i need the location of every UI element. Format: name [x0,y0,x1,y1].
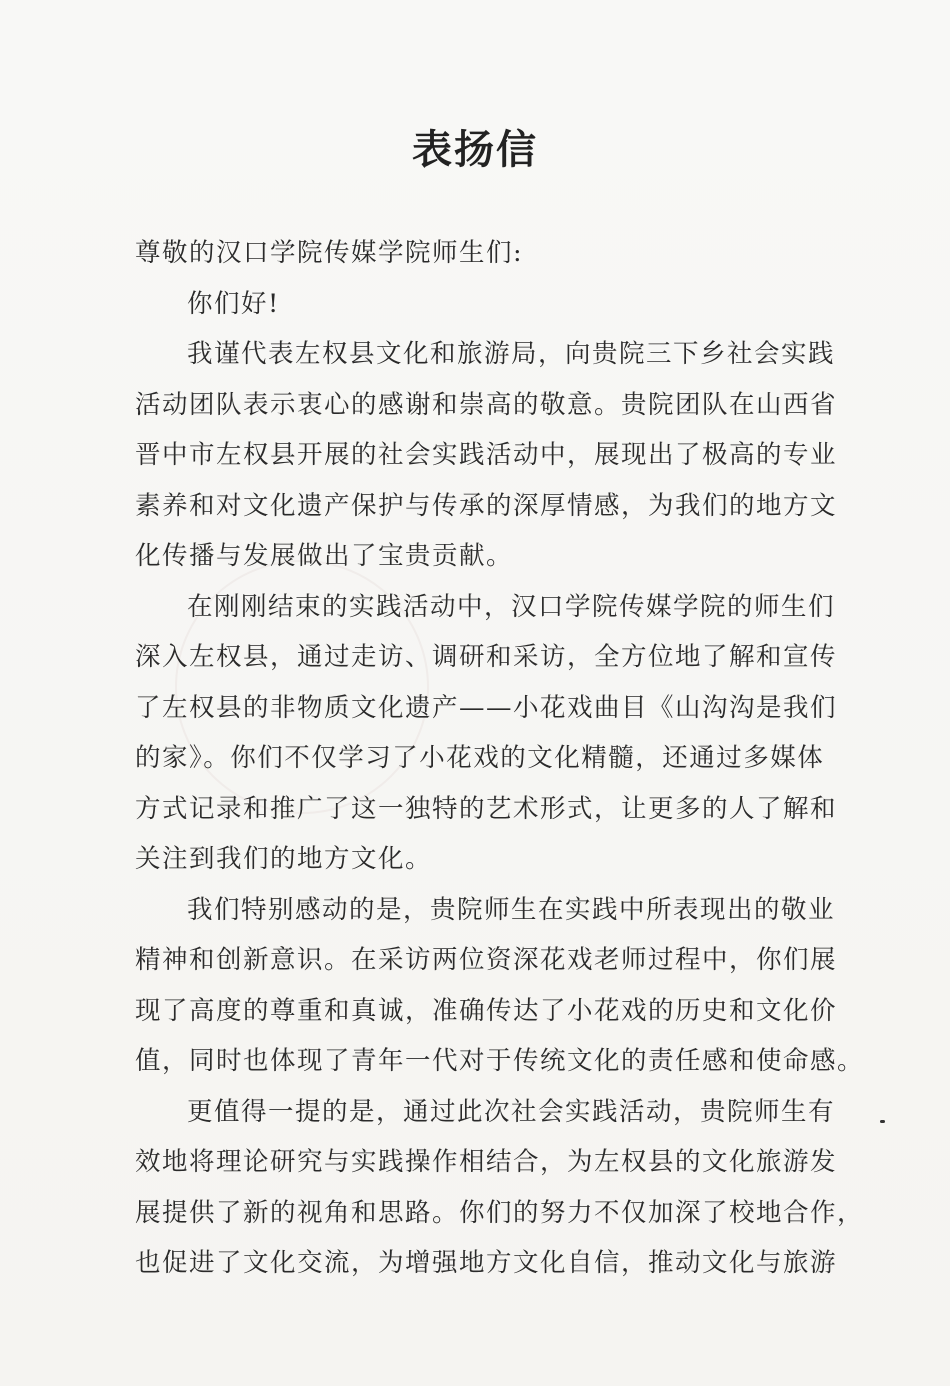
ink-speck [880,1120,885,1123]
text-line: 关注到我们的地方文化。 [135,844,433,874]
text-line: 化传播与发展做出了宝贵贡献。 [135,541,514,571]
text-line: 的家》。你们不仅学习了小花戏的文化精髓，还通过多媒体 [135,743,825,773]
text-line: 我谨代表左权县文化和旅游局，向贵院三下乡社会实践 [187,339,836,369]
text-line: 活动团队表示衷心的感谢和崇高的敬意。贵院团队在山西省 [135,389,838,420]
text-line: 方式记录和推广了这一独特的艺术形式，让更多的人了解和 [135,793,838,824]
page-title: 表扬信 [412,126,538,173]
text-line: 现了高度的尊重和真诚，准确传达了小花戏的历史和文化价 [135,995,838,1026]
text-line: 深入左权县，通过走访、调研和采访，全方位地了解和宣传 [135,642,838,672]
text-line: 效地将理论研究与实践操作相结合，为左权县的文化旅游发 [135,1147,838,1177]
text-line: 你们好! [187,288,280,319]
text-line: 值，同时也体现了青年一代对于传统文化的责任感和使命感。 [135,1046,865,1076]
text-line: 了左权县的非物质文化遗产——小花戏曲目《山沟沟是我们 [135,692,838,723]
text-line: 素养和对文化遗产保护与传承的深厚情感，为我们的地方文 [135,490,838,521]
text-line: 展提供了新的视角和思路。你们的努力不仅加深了校地合作， [135,1197,865,1228]
text-line: 更值得一提的是，通过此次社会实践活动，贵院师生有 [187,1096,836,1127]
text-line: 精神和创新意识。在采访两位资深花戏老师过程中，你们展 [135,945,838,975]
text-line: 尊敬的汉口学院传媒学院师生们: [135,238,524,268]
text-line: 晋中市左权县开展的社会实践活动中，展现出了极高的专业 [135,440,838,470]
text-line: 也促进了文化交流，为增强地方文化自信，推动文化与旅游 [135,1248,838,1278]
letter-body [135,228,865,1289]
text-line: 在刚刚结束的实践活动中，汉口学院传媒学院的师生们 [187,591,836,622]
text-line: 我们特别感动的是，贵院师生在实践中所表现出的敬业 [187,894,836,925]
